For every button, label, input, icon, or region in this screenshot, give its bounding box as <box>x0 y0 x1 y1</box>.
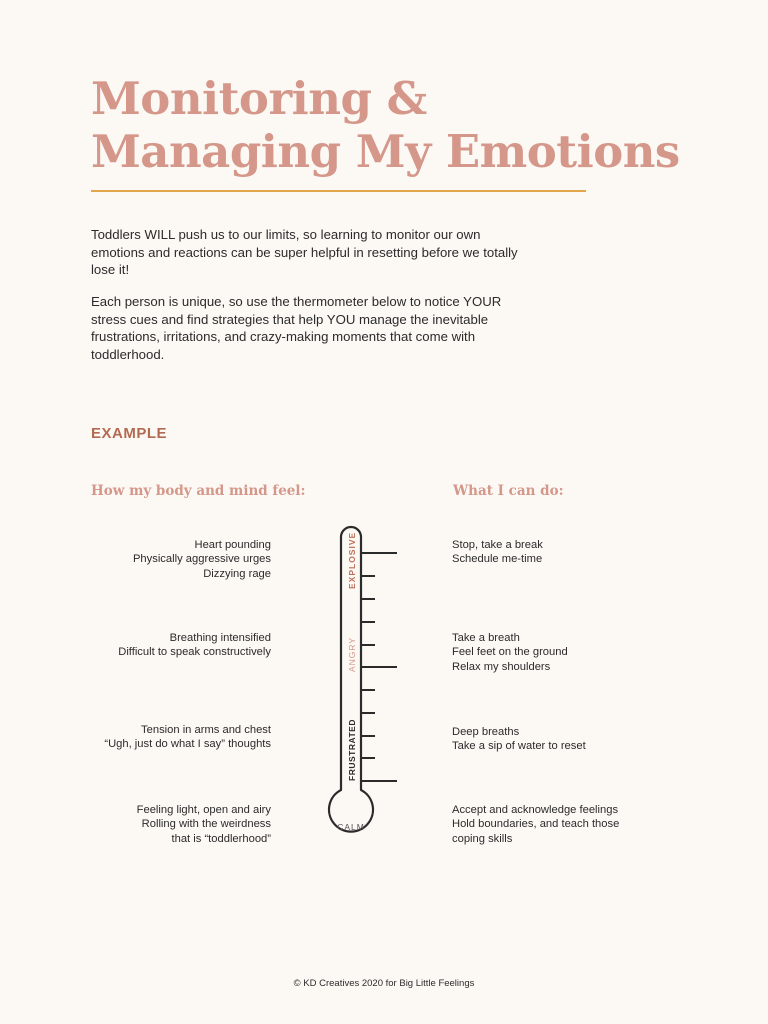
do-line: Feel feet on the ground <box>452 646 568 659</box>
example-heading: EXAMPLE <box>91 425 168 442</box>
feel-group-calm <box>21 803 271 846</box>
page-title-line-2: Managing My Emotions <box>91 125 680 178</box>
thermometer-label-calm: CALM <box>337 822 365 832</box>
feel-line: Dizzying rage <box>203 567 271 580</box>
feel-line: Tension in arms and chest <box>141 724 271 736</box>
title-divider <box>91 190 586 192</box>
feel-line: Rolling with the weirdness <box>141 818 271 831</box>
feel-group-angry <box>21 631 271 660</box>
feel-column-heading: How my body and mind feel: <box>91 483 306 499</box>
do-line: Schedule me-time <box>452 553 543 566</box>
do-group-calm <box>452 803 702 846</box>
intro-paragraph-2: Each person is unique, so use the thermometer below to notice YOUR stress cues and find strategies that help YOU manage the inevitable frustrations, irritations, and crazy-making moments that come with toddlerhood. <box>91 294 502 362</box>
do-group-angry <box>452 631 702 674</box>
thermometer-ticks <box>361 553 397 781</box>
feel-line: Physically aggressive urges <box>132 553 271 566</box>
page-title-line-1: Monitoring & <box>91 72 427 125</box>
intro-paragraph-1: Toddlers WILL push us to our limits, so learning to monitor our own emotions and reactions can be super helpful in resetting before we totally lose it! <box>91 227 518 277</box>
do-line: coping skills <box>452 832 513 845</box>
feel-line: that is “toddlerhood” <box>171 832 271 845</box>
do-line: Accept and acknowledge feelings <box>452 804 619 816</box>
feel-line: “Ugh, just do what I say” thoughts <box>104 738 271 751</box>
do-line: Relax my shoulders <box>452 660 551 673</box>
feel-group-frustrated <box>21 723 271 752</box>
do-line: Take a breath <box>452 632 520 644</box>
thermometer-label-explosive: EXPLOSIVE <box>347 531 357 589</box>
thermometer-label-frustrated: FRUSTRATED <box>347 719 357 781</box>
page-title <box>91 72 680 178</box>
do-line: Stop, take a break <box>452 539 543 551</box>
feel-line: Heart pounding <box>194 539 271 551</box>
do-line: Take a sip of water to reset <box>452 740 586 753</box>
do-line: Hold boundaries, and teach those <box>452 818 620 831</box>
thermometer-label-angry: ANGRY <box>347 636 357 672</box>
feel-line: Difficult to speak constructively <box>118 646 271 659</box>
feel-line: Breathing intensified <box>169 632 271 644</box>
do-group-explosive <box>452 538 702 567</box>
thermometer-graphic <box>320 525 410 855</box>
do-line: Deep breaths <box>452 726 520 738</box>
feel-group-explosive <box>21 538 271 581</box>
do-column-heading: What I can do: <box>453 483 564 499</box>
feel-line: Feeling light, open and airy <box>136 804 271 816</box>
copyright-footer: © KD Creatives 2020 for Big Little Feelings <box>293 978 475 989</box>
do-group-frustrated <box>452 725 702 754</box>
